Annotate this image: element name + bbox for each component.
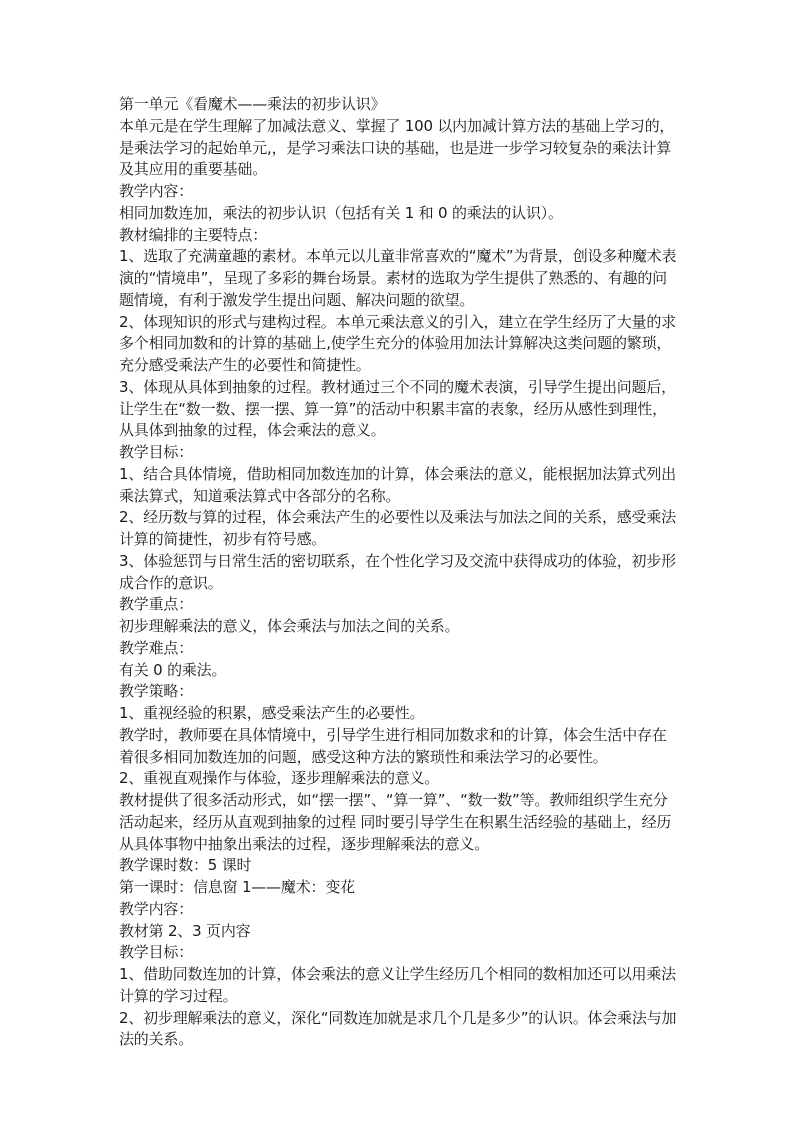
unit-title: 第一单元《看魔术——乘法的初步认识》 xyxy=(119,95,386,113)
key-points-text: 初步理解乘法的意义，体会乘法与加法之间的关系。 xyxy=(119,617,460,635)
unit-introduction: 本单元是在学生理解了加减法意义、掌握了 100 以内加减计算方法的基础上学习的，是乘法学习的起始单元,，是学习乘法口诀的基础，也是进一步学习较复杂的乘法计算及其应用的重要基础。 xyxy=(119,116,675,179)
section-heading-teaching-content: 教学内容： xyxy=(119,182,194,200)
lesson-1-heading-content: 教学内容： xyxy=(119,899,194,918)
objective-item-3: 3、体验惩罚与日常生活的密切联系，在个性化学习及交流中获得成功的体验，初步形成合作的意识。 xyxy=(119,551,676,592)
document-body xyxy=(119,94,679,1051)
lesson-1-objective-1: 1、借助同数连加的计算，体会乘法的意义让学生经历几个相同的数相加还可以用乘法计算的学习过程。 xyxy=(119,965,676,1005)
strategy-item-1-detail: 教学时，教师要在具体情境中，引导学生进行相同加数求和的计算，体会生活中存在着很多相同加数连加的问题，感受这种方法的繁琐性和乘法学习的必要性。 xyxy=(119,725,667,766)
section-heading-key-points: 教学重点： xyxy=(119,595,194,614)
section-heading-features: 教材编排的主要特点： xyxy=(119,225,268,244)
feature-item-3: 3、体现从具体到抽象的过程。教材通过三个不同的魔术表演，引导学生提出问题后，让学生在“数一数、摆一摆、算一算”的活动中积累丰富的表象，经历从感性到理性，从具体到抽象的过程，体会乘法的意义。 xyxy=(119,377,676,440)
strategy-item-1: 1、重视经验的积累，感受乘法产生的必要性。 xyxy=(119,704,425,722)
objective-item-2: 2、经历数与算的过程，体会乘法产生的必要性以及乘法与加法之间的关系，感受乘法计算的简捷性，初步有符号感。 xyxy=(119,508,676,548)
teaching-content-text: 相同加数连加，乘法的初步认识（包括有关 1 和 0 的乘法的认识）。 xyxy=(119,203,563,222)
lesson-1-content-text: 教材第 2、3 页内容 xyxy=(119,921,251,940)
difficulties-text: 有关 0 的乘法。 xyxy=(119,660,227,679)
lesson-1-title: 第一课时：信息窗 1——魔术：变花 xyxy=(119,878,355,896)
section-heading-difficulties: 教学难点： xyxy=(119,638,194,657)
objective-item-1: 1、结合具体情境，借助相同加数连加的计算，体会乘法的意义，能根据加法算式列出乘法算式，知道乘法算式中各部分的名称。 xyxy=(119,464,676,505)
class-hours-text: 教学课时数：5 课时 xyxy=(119,856,252,875)
lesson-1-objective-2: 2、初步理解乘法的意义，深化“同数连加就是求几个几是多少”的认识。体会乘法与加法的关系。 xyxy=(119,1008,677,1049)
feature-item-2: 2、体现知识的形式与建构过程。本单元乘法意义的引入，建立在学生经历了大量的求多个相同加数和的计算的基础上,使学生充分的体验用加法计算解决这类问题的繁琐，充分感受乘法产生的必要性和简捷性。 xyxy=(119,312,676,374)
strategy-item-2-detail: 教材提供了很多活动形式，如“摆一摆”、“算一算”、“数一数”等。教师组织学生充分活动起来，经历从直观到抽象的过程 同时要引导学生在积累生活经验的基础上，经历从具体事物中抽象出乘法的过程，逐步理解乘法的意义。 xyxy=(119,791,672,853)
strategy-item-2: 2、重视直观操作与体验，逐步理解乘法的意义。 xyxy=(119,769,440,788)
section-heading-strategies: 教学策略： xyxy=(119,682,194,701)
feature-item-1: 1、选取了充满童趣的素材。本单元以儿童非常喜欢的“魔术”为背景，创设多种魔术表演的“情境串”，呈现了多彩的舞台场景。素材的选取为学生提供了熟悉的、有趣的问题情境，有利于激发学生提出问题、解决问题的欲望。 xyxy=(119,247,677,309)
section-heading-objectives: 教学目标： xyxy=(119,443,194,461)
lesson-1-heading-objectives: 教学目标： xyxy=(119,943,194,962)
